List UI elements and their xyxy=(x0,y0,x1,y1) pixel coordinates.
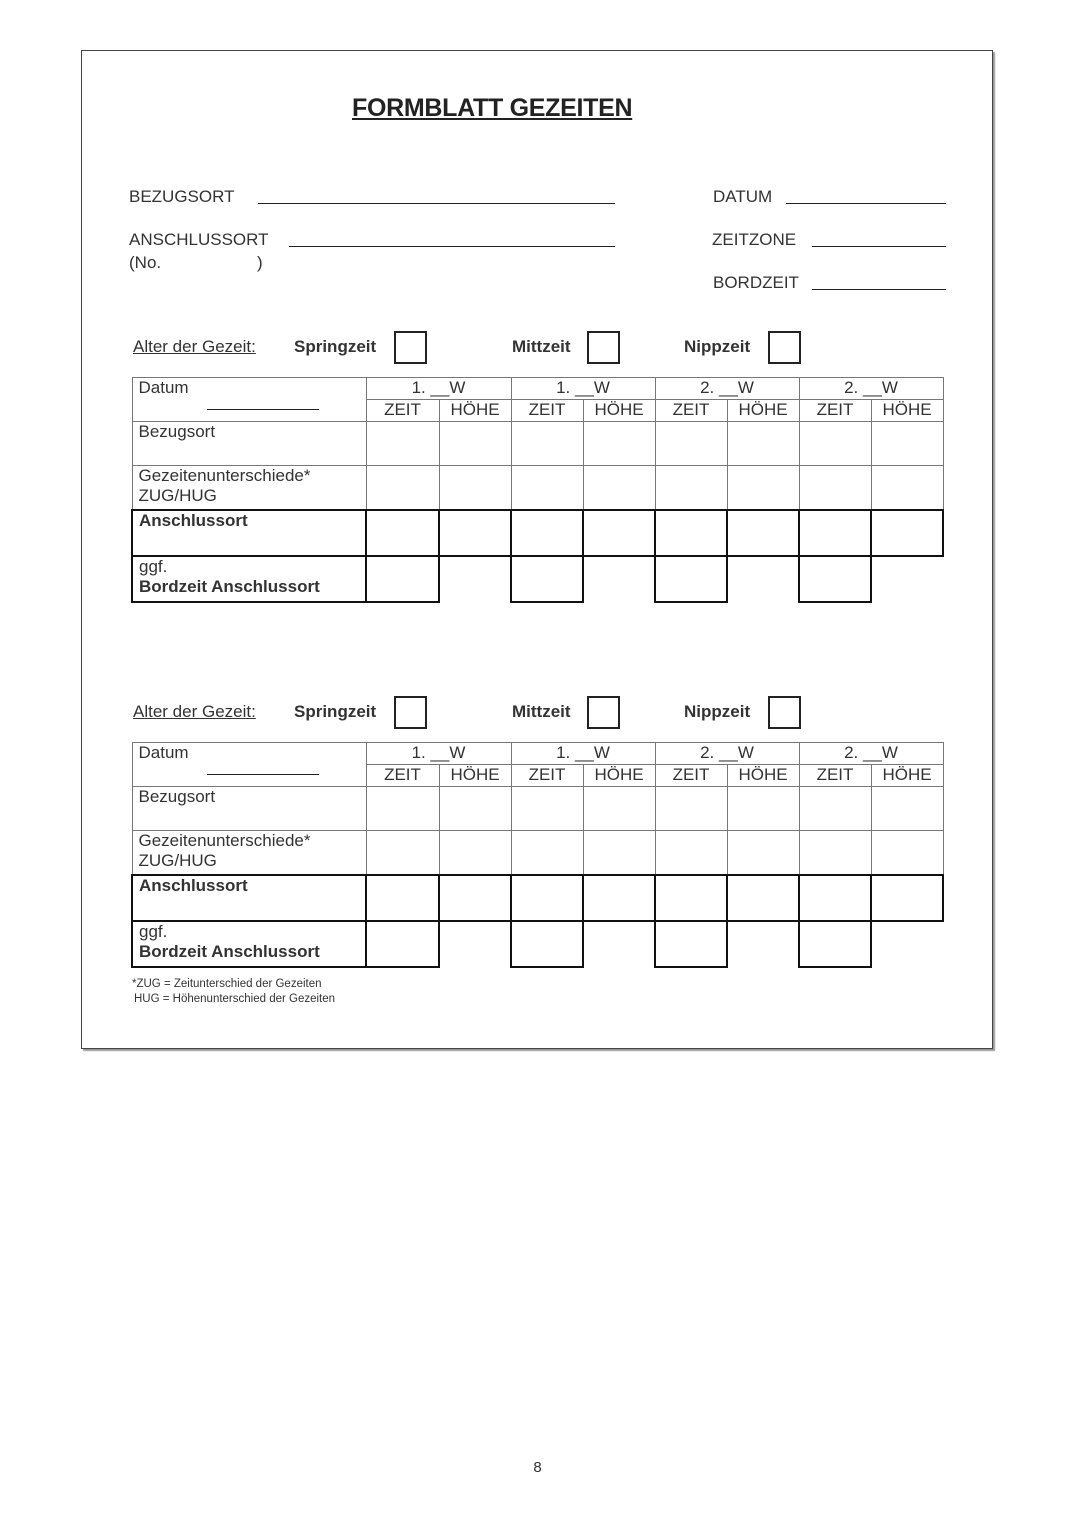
zeitzone-field[interactable] xyxy=(812,246,946,247)
nippzeit-label: Nippzeit xyxy=(684,337,751,356)
hoehe-header: HÖHE xyxy=(439,765,511,787)
page-number: 8 xyxy=(533,1459,542,1476)
zeit-header: ZEIT xyxy=(655,400,727,422)
bezugsort-row-label: Bezugsort xyxy=(132,422,366,466)
ggf-text: ggf. xyxy=(139,922,168,941)
input-cell[interactable] xyxy=(727,466,799,511)
springzeit-checkbox[interactable] xyxy=(394,696,427,729)
gezeitenunterschiede-row-label xyxy=(132,466,366,511)
input-cell[interactable] xyxy=(871,787,943,831)
nippzeit-label: Nippzeit xyxy=(684,702,751,721)
input-cell[interactable] xyxy=(511,875,583,921)
zeit-header: ZEIT xyxy=(366,400,439,422)
springzeit-checkbox[interactable] xyxy=(394,331,427,364)
mittzeit-checkbox[interactable] xyxy=(587,696,620,729)
anschlussort-field[interactable] xyxy=(289,246,615,247)
springzeit-label: Springzeit xyxy=(294,337,377,356)
bezugsort-row-label: Bezugsort xyxy=(132,787,366,831)
gezeitenunterschiede-text: Gezeitenunterschiede* xyxy=(138,466,311,485)
input-cell[interactable] xyxy=(727,831,799,876)
input-cell[interactable] xyxy=(871,875,943,921)
zeit-header: ZEIT xyxy=(799,400,871,422)
input-cell[interactable] xyxy=(727,510,799,556)
tide-age-label: Alter der Gezeit: xyxy=(133,337,256,356)
tide-age-label: Alter der Gezeit: xyxy=(133,702,256,721)
hoehe-header: HÖHE xyxy=(439,400,511,422)
bordzeit-field[interactable] xyxy=(812,289,946,290)
input-cell[interactable] xyxy=(655,510,727,556)
zug-hug-text: ZUG/HUG xyxy=(138,851,217,870)
gezeitenunterschiede-text: Gezeitenunterschiede* xyxy=(138,831,311,850)
input-cell[interactable] xyxy=(871,422,943,466)
empty-cell xyxy=(439,921,511,967)
group-header-4: 2. __W xyxy=(799,743,943,765)
input-cell[interactable] xyxy=(583,422,655,466)
input-cell[interactable] xyxy=(366,510,439,556)
input-cell[interactable] xyxy=(871,510,943,556)
input-cell[interactable] xyxy=(439,510,511,556)
datum-cell[interactable] xyxy=(132,378,366,422)
zeit-header: ZEIT xyxy=(655,765,727,787)
group-header-1: 1. __W xyxy=(366,378,511,400)
hoehe-header: HÖHE xyxy=(871,400,943,422)
input-cell[interactable] xyxy=(366,921,439,967)
input-cell[interactable] xyxy=(583,466,655,511)
input-cell[interactable] xyxy=(511,921,583,967)
input-cell[interactable] xyxy=(655,422,727,466)
bordzeit-label: BORDZEIT xyxy=(713,273,799,292)
bordzeit-anschlussort-text: Bordzeit Anschlussort xyxy=(139,942,320,961)
input-cell[interactable] xyxy=(511,787,583,831)
datum-line xyxy=(207,409,319,410)
input-cell[interactable] xyxy=(655,556,727,602)
input-cell[interactable] xyxy=(511,556,583,602)
input-cell[interactable] xyxy=(799,875,871,921)
datum-field[interactable] xyxy=(786,203,946,204)
input-cell[interactable] xyxy=(366,556,439,602)
table-row-anschlussort xyxy=(132,510,943,556)
datum-label: Datum xyxy=(138,743,189,762)
zug-hug-text: ZUG/HUG xyxy=(138,486,217,505)
table-row-gezeitenunterschiede xyxy=(132,831,943,876)
group-header-3: 2. __W xyxy=(655,743,799,765)
input-cell[interactable] xyxy=(871,466,943,511)
no-open-label: (No. xyxy=(129,253,162,272)
input-cell[interactable] xyxy=(366,831,439,876)
empty-cell xyxy=(871,556,943,602)
bordzeit-row-label xyxy=(132,921,366,967)
anschlussort-row-label: Anschlussort xyxy=(132,875,366,921)
input-cell[interactable] xyxy=(799,831,871,876)
table-row-bordzeit xyxy=(132,556,943,602)
datum-line xyxy=(207,774,319,775)
input-cell[interactable] xyxy=(799,466,871,511)
input-cell[interactable] xyxy=(799,921,871,967)
zeitzone-label: ZEITZONE xyxy=(712,230,797,249)
input-cell[interactable] xyxy=(655,787,727,831)
input-cell[interactable] xyxy=(583,787,655,831)
input-cell[interactable] xyxy=(439,787,511,831)
input-cell[interactable] xyxy=(799,556,871,602)
datum-label: Datum xyxy=(138,378,189,397)
input-cell[interactable] xyxy=(511,510,583,556)
mittzeit-label: Mittzeit xyxy=(512,337,571,356)
input-cell[interactable] xyxy=(799,510,871,556)
nippzeit-checkbox[interactable] xyxy=(768,696,801,729)
nippzeit-checkbox[interactable] xyxy=(768,331,801,364)
group-header-4: 2. __W xyxy=(799,378,943,400)
empty-cell xyxy=(583,556,655,602)
datum-cell[interactable] xyxy=(132,743,366,787)
table-row-gezeitenunterschiede xyxy=(132,466,943,511)
mittzeit-label: Mittzeit xyxy=(512,702,571,721)
input-cell[interactable] xyxy=(366,466,439,511)
ggf-text: ggf. xyxy=(139,557,168,576)
hoehe-header: HÖHE xyxy=(871,765,943,787)
input-cell[interactable] xyxy=(439,466,511,511)
empty-cell xyxy=(583,921,655,967)
hoehe-header: HÖHE xyxy=(727,400,799,422)
zeit-header: ZEIT xyxy=(799,765,871,787)
zeit-header: ZEIT xyxy=(511,765,583,787)
input-cell[interactable] xyxy=(799,787,871,831)
table-row-bezugsort xyxy=(132,787,943,831)
tide-table-1 xyxy=(131,377,944,603)
hoehe-header: HÖHE xyxy=(727,765,799,787)
anschlussort-row-label: Anschlussort xyxy=(132,510,366,556)
bezugsort-field[interactable] xyxy=(258,203,615,204)
input-cell[interactable] xyxy=(583,831,655,876)
input-cell[interactable] xyxy=(366,787,439,831)
input-cell[interactable] xyxy=(799,422,871,466)
input-cell[interactable] xyxy=(511,422,583,466)
input-cell[interactable] xyxy=(727,875,799,921)
group-header-1: 1. __W xyxy=(366,743,511,765)
input-cell[interactable] xyxy=(655,466,727,511)
springzeit-label: Springzeit xyxy=(294,702,377,721)
input-cell[interactable] xyxy=(511,466,583,511)
gezeitenunterschiede-row-label xyxy=(132,831,366,876)
tide-age-row-1 xyxy=(132,331,812,365)
input-cell[interactable] xyxy=(655,921,727,967)
input-cell[interactable] xyxy=(439,831,511,876)
input-cell[interactable] xyxy=(439,875,511,921)
input-cell[interactable] xyxy=(366,875,439,921)
group-header-2: 1. __W xyxy=(511,743,655,765)
hoehe-header: HÖHE xyxy=(583,765,655,787)
footnote-zug: *ZUG = Zeitunterschied der Gezeiten xyxy=(132,978,322,990)
empty-cell xyxy=(727,556,799,602)
table-row-bordzeit xyxy=(132,921,943,967)
anschlussort-label: ANSCHLUSSORT xyxy=(129,230,269,249)
input-cell[interactable] xyxy=(727,787,799,831)
input-cell[interactable] xyxy=(511,831,583,876)
input-cell[interactable] xyxy=(655,875,727,921)
input-cell[interactable] xyxy=(583,875,655,921)
input-cell[interactable] xyxy=(366,422,439,466)
group-header-3: 2. __W xyxy=(655,378,799,400)
bordzeit-row-label xyxy=(132,556,366,602)
input-cell[interactable] xyxy=(655,831,727,876)
bezugsort-label: BEZUGSORT xyxy=(129,187,235,206)
no-close-label: ) xyxy=(257,253,263,272)
input-cell[interactable] xyxy=(727,422,799,466)
input-cell[interactable] xyxy=(583,510,655,556)
group-header-2: 1. __W xyxy=(511,378,655,400)
bordzeit-anschlussort-text: Bordzeit Anschlussort xyxy=(139,577,320,596)
tide-table-2 xyxy=(131,742,944,968)
table-row-anschlussort xyxy=(132,875,943,921)
hoehe-header: HÖHE xyxy=(583,400,655,422)
zeit-header: ZEIT xyxy=(511,400,583,422)
empty-cell xyxy=(727,921,799,967)
mittzeit-checkbox[interactable] xyxy=(587,331,620,364)
page-title: FORMBLATT GEZEITEN xyxy=(352,94,633,122)
zeit-header: ZEIT xyxy=(366,765,439,787)
empty-cell xyxy=(871,921,943,967)
datum-label: DATUM xyxy=(713,187,773,206)
input-cell[interactable] xyxy=(871,831,943,876)
tide-age-row-2 xyxy=(132,696,812,730)
empty-cell xyxy=(439,556,511,602)
footnote-hug: HUG = Höhenunterschied der Gezeiten xyxy=(134,993,336,1005)
input-cell[interactable] xyxy=(439,422,511,466)
table-row-bezugsort xyxy=(132,422,943,466)
